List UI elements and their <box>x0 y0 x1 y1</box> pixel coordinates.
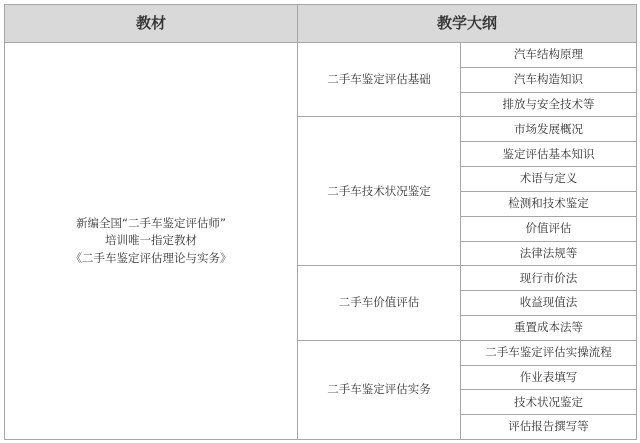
section-name: 二手车价值评估 <box>298 266 461 340</box>
topic-cell: 价值评估 <box>461 216 637 241</box>
topic-cell: 技术状况鉴定 <box>461 390 637 415</box>
header-syllabus: 教学大纲 <box>298 5 637 43</box>
table-row <box>5 43 637 68</box>
topic-cell: 作业表填写 <box>461 365 637 390</box>
header-row <box>5 5 637 43</box>
section-name: 二手车技术状况鉴定 <box>298 117 461 266</box>
topic-cell: 排放与安全技术等 <box>461 92 637 117</box>
topic-cell: 检测和技术鉴定 <box>461 191 637 216</box>
topic-cell: 重置成本法等 <box>461 315 637 340</box>
topic-cell: 现行市价法 <box>461 266 637 291</box>
topic-cell: 市场发展概况 <box>461 117 637 142</box>
topic-cell: 法律法规等 <box>461 241 637 266</box>
textbook-cell <box>5 43 298 440</box>
textbook-line-2: 培训唯一指定教材 <box>105 233 197 248</box>
topic-cell: 汽车结构原理 <box>461 43 637 68</box>
section-name: 二手车鉴定评估实务 <box>298 340 461 439</box>
topic-cell: 评估报告撰写等 <box>461 415 637 440</box>
curriculum-table <box>4 4 637 440</box>
textbook-line-3: 《二手车鉴定评估理论与实务》 <box>70 250 232 265</box>
topic-cell: 鉴定评估基本知识 <box>461 142 637 167</box>
topic-cell: 汽车构造知识 <box>461 67 637 92</box>
topic-cell: 二手车鉴定评估实操流程 <box>461 340 637 365</box>
textbook-line-1: 新编全国“二手车鉴定评估师” <box>76 216 226 231</box>
topic-cell: 收益现值法 <box>461 291 637 316</box>
section-name: 二手车鉴定评估基础 <box>298 43 461 117</box>
topic-cell: 术语与定义 <box>461 167 637 192</box>
header-textbook: 教材 <box>5 5 298 43</box>
